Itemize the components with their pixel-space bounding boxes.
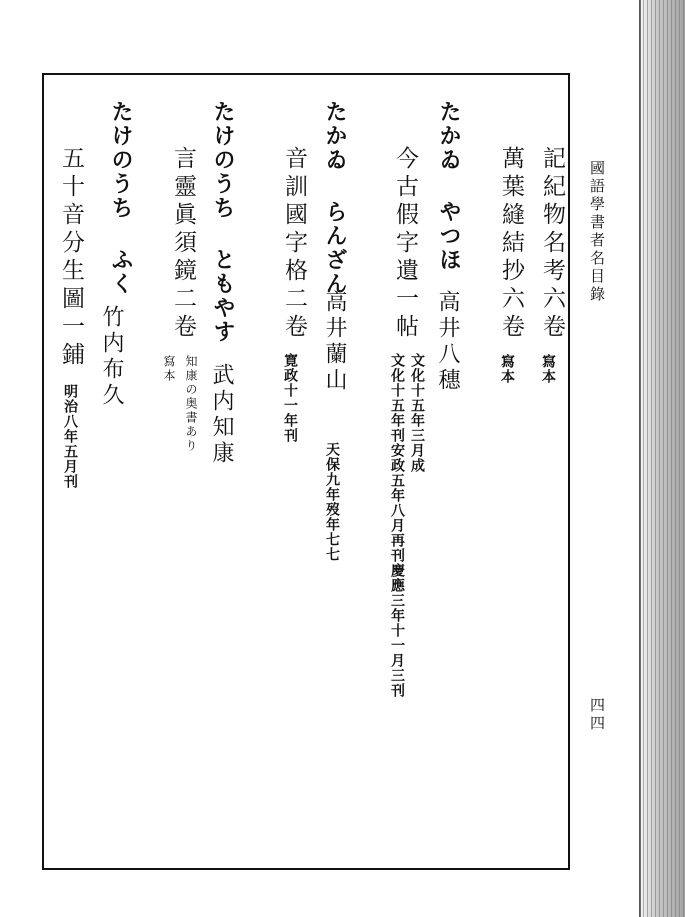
entry-note: 文化十五年刊安政五年八月再刊慶應三年十一月三刊 (389, 353, 405, 698)
entry-title: 言靈眞須鏡二卷 (170, 146, 196, 342)
entry-title: 音訓國字格二卷 (281, 146, 307, 342)
author-heading-kana: たかゐ やつほ (436, 100, 462, 272)
entry-title: 今古假字遺一帖 (392, 146, 418, 342)
author-name: 高井八穗 (435, 290, 460, 394)
entry-note: 寫本 (540, 354, 556, 384)
author-name: 竹内布久 (99, 305, 124, 409)
entry-note: 寫本 (499, 354, 515, 384)
scan-edge (639, 0, 685, 917)
author-note: 天保九年歿年七七 (324, 442, 340, 562)
entry-note: 明治八年五月刊 (62, 384, 78, 489)
entry-note: 知康の奥書あり (184, 355, 198, 453)
author-heading-kana: たけのうち ともやす (210, 100, 236, 344)
running-title: 國語學書者名目錄 (588, 160, 606, 304)
author-heading-kana: たけのうち ふく (108, 100, 134, 296)
entry-note: 文化十五年三月成 (409, 353, 425, 473)
author-name: 高井蘭山 (322, 290, 347, 394)
scan-edge-line (639, 0, 641, 917)
entry-title: 五十音分生圖一鋪 (58, 146, 84, 370)
entry-note: 寫本 (162, 355, 176, 383)
author-heading-kana: たかゐ らんざん (322, 100, 348, 296)
entry-note: 寛政十一年刊 (282, 353, 298, 443)
page-number: 四四 (588, 697, 606, 733)
author-name: 武内知康 (209, 363, 234, 467)
entry-title: 記紀物名考六卷 (539, 146, 565, 342)
entry-title: 萬葉縫結抄六卷 (498, 146, 524, 342)
